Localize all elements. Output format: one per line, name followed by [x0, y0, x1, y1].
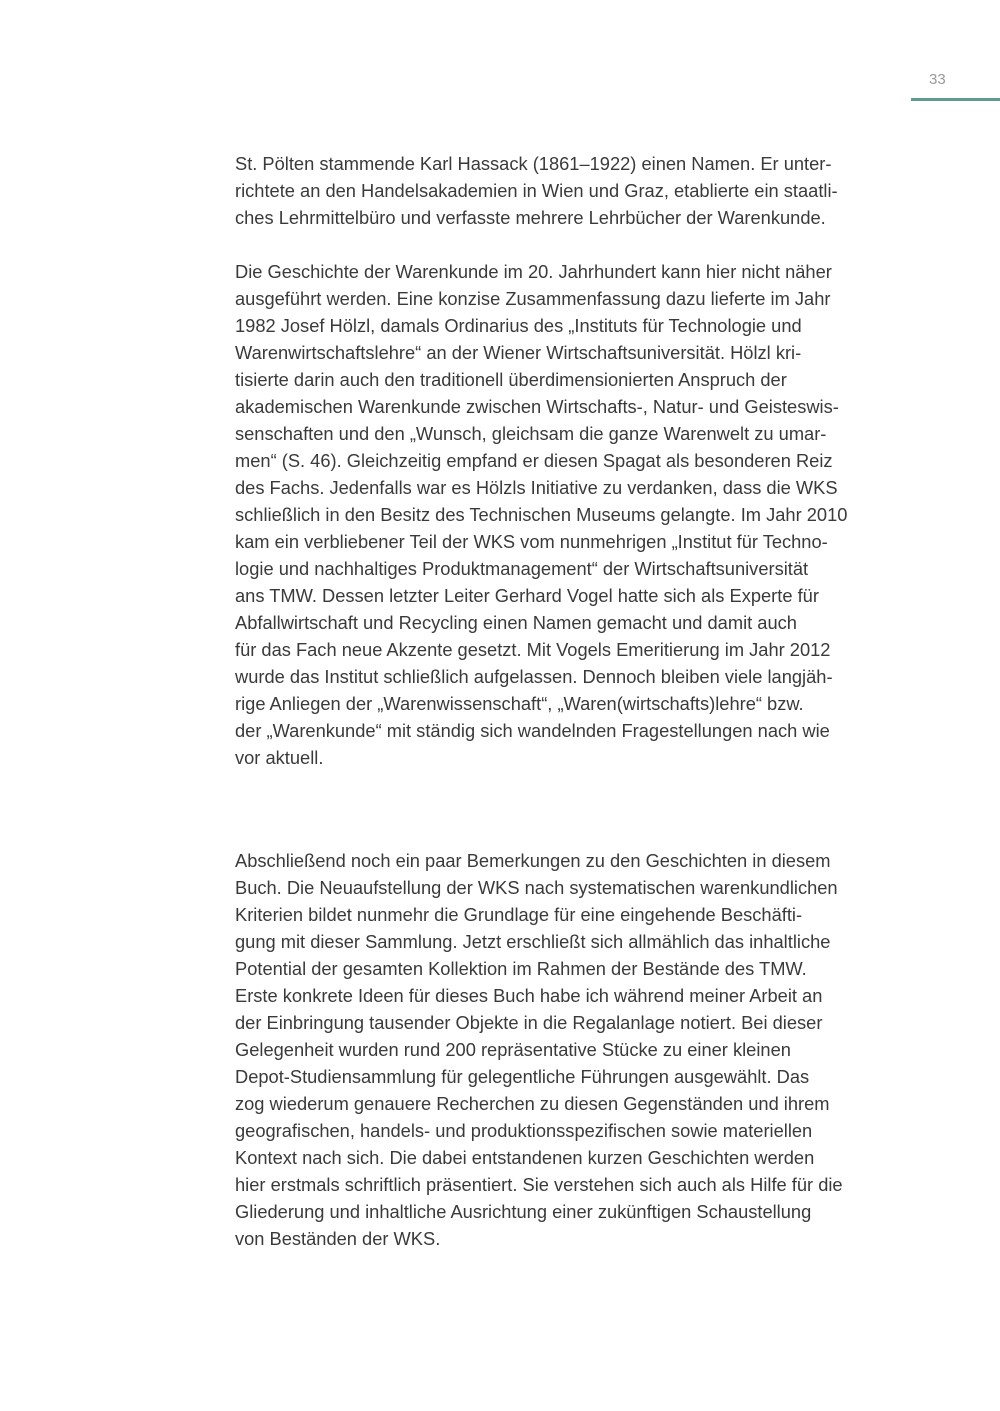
text-line: logie und nachhaltiges Produktmanagement“ der Wirtschaftsuniversität	[235, 558, 809, 579]
text-line: St. Pölten stammende Karl Hassack (1861–1922) einen Namen. Er unter-	[235, 153, 832, 174]
text-line: Depot-Studiensammlung für gelegentliche Führungen ausgewählt. Das	[235, 1066, 810, 1087]
text-line: von Beständen der WKS.	[235, 1228, 441, 1249]
text-line: schließlich in den Besitz des Technischen Museums gelangte. Im Jahr 2010	[235, 504, 848, 525]
text-line: Potential der gesamten Kollektion im Rahmen der Bestände des TMW.	[235, 958, 807, 979]
paragraph-1	[235, 150, 915, 231]
text-line: gung mit dieser Sammlung. Jetzt erschließt sich allmählich das inhaltliche	[235, 931, 831, 952]
text-line: ausgeführt werden. Eine konzise Zusammenfassung dazu lieferte im Jahr	[235, 288, 831, 309]
text-line: tisierte darin auch den traditionell überdimensionierten Anspruch der	[235, 369, 787, 390]
text-line: Buch. Die Neuaufstellung der WKS nach systematischen warenkundlichen	[235, 877, 838, 898]
text-line: Abschließend noch ein paar Bemerkungen zu den Geschichten in diesem	[235, 850, 831, 871]
text-line: Warenwirtschaftslehre“ an der Wiener Wirtschaftsuniversität. Hölzl kri-	[235, 342, 802, 363]
text-line: rige Anliegen der „Warenwissenschaft“, „Waren(wirtschafts)lehre“ bzw.	[235, 693, 804, 714]
paragraph-3	[235, 847, 915, 1252]
text-line: geografischen, handels- und produktionsspezifischen sowie materiellen	[235, 1120, 813, 1141]
text-line: Die Geschichte der Warenkunde im 20. Jahrhundert kann hier nicht näher	[235, 261, 832, 282]
text-line: zog wiederum genauere Recherchen zu diesen Gegenständen und ihrem	[235, 1093, 830, 1114]
paragraph-2	[235, 258, 915, 771]
text-line: kam ein verbliebener Teil der WKS vom nunmehrigen „Institut für Techno-	[235, 531, 828, 552]
text-line: Gelegenheit wurden rund 200 repräsentative Stücke zu einer kleinen	[235, 1039, 791, 1060]
text-line: Abfallwirtschaft und Recycling einen Namen gemacht und damit auch	[235, 612, 797, 633]
text-line: der „Warenkunde“ mit ständig sich wandelnden Fragestellungen nach wie	[235, 720, 830, 741]
text-line: vor aktuell.	[235, 747, 324, 768]
text-line: Gliederung und inhaltliche Ausrichtung einer zukünftigen Schaustellung	[235, 1201, 812, 1222]
text-line: richtete an den Handelsakademien in Wien und Graz, etablierte ein staatli-	[235, 180, 838, 201]
page-number: 33	[929, 71, 946, 88]
text-line: men“ (S. 46). Gleichzeitig empfand er diesen Spagat als besonderen Reiz	[235, 450, 833, 471]
text-line: ches Lehrmittelbüro und verfasste mehrere Lehrbücher der Warenkunde.	[235, 207, 826, 228]
text-line: für das Fach neue Akzente gesetzt. Mit Vogels Emeritierung im Jahr 2012	[235, 639, 831, 660]
text-line: ans TMW. Dessen letzter Leiter Gerhard Vogel hatte sich als Experte für	[235, 585, 819, 606]
text-line: 1982 Josef Hölzl, damals Ordinarius des „Instituts für Technologie und	[235, 315, 802, 336]
text-line: Kriterien bildet nunmehr die Grundlage für eine eingehende Beschäfti-	[235, 904, 803, 925]
text-line: Kontext nach sich. Die dabei entstandenen kurzen Geschichten werden	[235, 1147, 815, 1168]
text-line: hier erstmals schriftlich präsentiert. Sie verstehen sich auch als Hilfe für die	[235, 1174, 843, 1195]
text-line: Erste konkrete Ideen für dieses Buch habe ich während meiner Arbeit an	[235, 985, 823, 1006]
text-line: akademischen Warenkunde zwischen Wirtschafts-, Natur- und Geisteswis-	[235, 396, 839, 417]
text-line: des Fachs. Jedenfalls war es Hölzls Initiative zu verdanken, dass die WKS	[235, 477, 838, 498]
header-rule	[911, 98, 1000, 101]
text-line: wurde das Institut schließlich aufgelassen. Dennoch bleiben viele langjäh-	[235, 666, 833, 687]
text-line: senschaften und den „Wunsch, gleichsam die ganze Warenwelt zu umar-	[235, 423, 827, 444]
text-line: der Einbringung tausender Objekte in die Regalanlage notiert. Bei dieser	[235, 1012, 823, 1033]
